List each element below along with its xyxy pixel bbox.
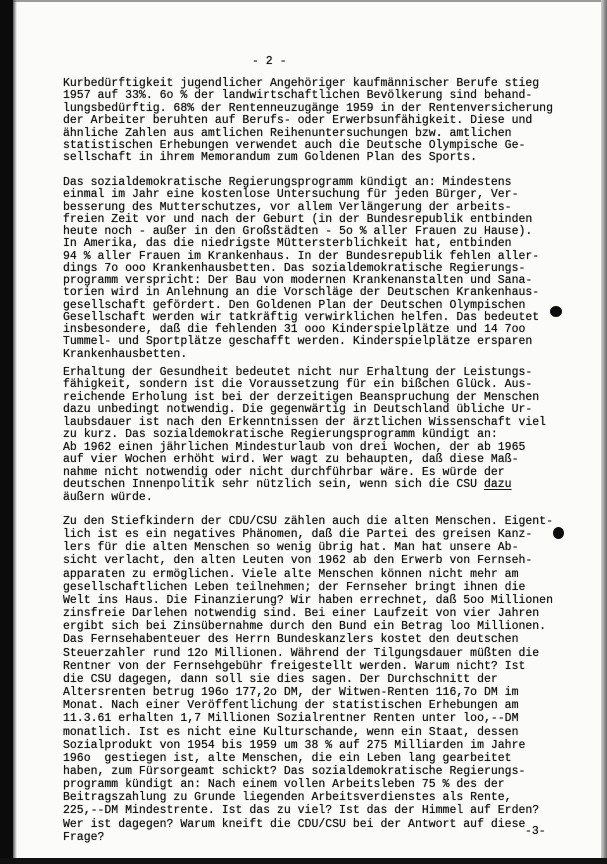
text-line: auf vier Wochen erhöht wird. Wer wagt zu behaupten, daß diese Maß- [63, 453, 519, 467]
scan-border-right [601, 0, 607, 864]
text-line: Gesellschaft werden wir tatkräftig verwirklichen helfen. Das bedeutet [63, 310, 540, 324]
text-line: freien Zeit vor und nach der Geburt (in der Bundesrepublik entbinden [63, 212, 533, 226]
text-line: gesellschaft gefördert. Den Goldenen Plan der Deutschen Olympischen [63, 298, 526, 312]
scan-border-top [0, 0, 607, 2]
text-line: die CSU dagegen, dann soll sie dies sagen. Der Durchschnitt der [63, 672, 498, 686]
text-line: deutschen Innenpolitik sehr nützlich sein, wenn sich die CSU dazu [63, 478, 512, 492]
text-line: Welt ins Haus. Die Finanzierung? Wir haben errechnet, daß 5oo Millionen [63, 593, 553, 607]
text-line: ähnliche Zahlen aus amtlichen Reihenuntersuchungen bzw. amtlichen [63, 126, 512, 140]
text-line: gesellschaftlichen Leben teilnehmen; der Fernseher bringt ihnen die [63, 580, 526, 594]
text-line: dings 7o ooo Krankenhausbetten. Das sozialdemokratische Regierungs- [63, 261, 526, 275]
paragraph-1 [63, 78, 553, 165]
text-line: apparaten zu ermöglichen. Viele alte Menschen können nicht mehr am [63, 567, 519, 581]
text-line: fähigkeit, sondern ist die Voraussetzung für ein bißchen Glück. Aus- [63, 378, 533, 392]
text-line: Kurbedürftigkeit jugendlicher Angehöriger kaufmännischer Berufe stieg [63, 77, 540, 90]
text-line: der Arbeiter beruhten auf Berufs- oder Erwerbsunfähigkeit. Diese und [63, 114, 533, 128]
text-line: 11.3.61 erhalten 1,7 Millionen Sozialrentner Renten unter loo,--DM [63, 712, 519, 726]
text-line: 1957 auf 33%. 6o % der landwirtschaftlichen Bevölkerung sind behand- [63, 89, 533, 103]
text-line: Monat. Nach einer Veröffentlichung der statistischen Erhebungen am [63, 699, 519, 713]
text-line: Altersrenten betrug 196o 177,2o DM, der Witwen-Renten 116,7o DM im [63, 686, 519, 700]
text-line: laubsdauer ist nach den Erkenntnissen der ärztlichen Wissenschaft viel [63, 415, 547, 429]
text-line: haben, zum Fürsorgeamt schickt? Das sozialdemokratische Regierungs- [63, 764, 526, 778]
next-page-marker: -3- [525, 825, 546, 838]
text-line: Zu den Stiefkindern der CDU/CSU zählen auch die alten Menschen. Eigent- [63, 515, 553, 528]
ink-blot [550, 306, 562, 317]
paragraph-2 [63, 177, 539, 361]
text-line: lungsbedürftig. 68% der Rentenneuzugänge 1959 in der Rentenversicherung [63, 101, 553, 115]
ink-blot [553, 527, 564, 539]
text-line: lich ist es ein negatives Phänomen, daß die Partei des greisen Kanz- [63, 528, 533, 542]
text-line: Wer ist dagegen? Warum kneift die CDU/CSU bei der Antwort auf diese [63, 817, 526, 831]
text-line: zinsfreie Darlehen notwendig sind. Bei einer Laufzeit von vier Jahren [63, 607, 540, 621]
text-line: Steuerzahler rund 12o Millionen. Während der Tilgungsdauer müßten die [63, 646, 540, 660]
text-line: Ab 1962 einen jährlichen Mindesturlaub von drei Wochen, der ab 1965 [63, 440, 526, 454]
text-line: nahme nicht notwendig oder nicht durchführbar wäre. Es würde der [63, 465, 505, 479]
text-line: programm verspricht: Der Bau von modernen Krankenanstalten und Sana- [63, 274, 533, 287]
text-line: Krankenhausbetten. [63, 347, 188, 361]
text-line: torien wird in Anlehnung an die Vorschläge der Deutschen Krankenhaus- [63, 286, 540, 300]
text-line: 94 % aller Frauen im Krankenhaus. In der Bundesrepublik fehlen aller- [63, 249, 540, 263]
text-line: Das Fernsehabenteuer des Herrn Bundeskanzlers kostet den deutschen [63, 633, 519, 647]
text-line: sicht verlacht, den alten Leuten von 1962 ab den Erwerb von Fernseh- [63, 554, 533, 568]
underlined-word: dazu [483, 478, 512, 492]
text-line: 225,--DM Mindestrente. Ist das zu viel? Ist das der Himmel auf Erden? [63, 804, 540, 818]
text-line: dazu unbedingt notwendig. Die gegenwärtig in Deutschland übliche Ur- [63, 403, 533, 417]
text-line: Tummel- und Sportplätze geschafft werden. Kinderspielplätze ersparen [63, 335, 533, 349]
text-line: Das sozialdemokratische Regierungsprogramm kündigt an: Mindestens [63, 176, 512, 189]
text-line: heute noch - außer in den Großstädten - 5o % aller Frauen zu Hause). [63, 225, 533, 238]
text-line: Sozialprodukt von 1954 bis 1959 um 38 % auf 275 Milliarden im Jahre [63, 738, 526, 752]
scan-border-left [0, 0, 13, 864]
text-line: einmal im Jahr eine kostenlose Untersuchung für jeden Bürger, Ver- [63, 188, 519, 202]
paragraph-4 [63, 515, 553, 844]
text-line: zu kurz. Das sozialdemokratische Regierungsprogramm kündigt an: [63, 428, 498, 442]
text-line: Frage? [63, 830, 105, 844]
text-line: Beitragszahlung zu Grunde liegenden Arbeitsverdienstes als Rente, [63, 791, 512, 805]
page-number-header: - 2 - [252, 55, 287, 68]
text-line: ergibt sich bei Zinsübernahme durch den Bund ein Betrag loo Millionen. [63, 620, 547, 634]
text-line: statistischen Erhebungen verwendet auch die Deutsche Olympische Ge- [63, 139, 526, 153]
text-line: äußern würde. [63, 490, 153, 504]
text-line: In Amerika, das die niedrigste Müttersterblichkeit hat, entbinden [63, 237, 512, 251]
paragraph-3 [63, 367, 546, 504]
text-line: insbesondere, daß die fehlenden 31 ooo Kinderspielplätze und 14 7oo [63, 323, 526, 336]
text-line: lers für die alten Menschen so wenig übrig hat. Man hat unsere Ab- [63, 541, 519, 555]
text-line: reichende Erholung ist bei der derzeitigen Beanspruchung der Menschen [63, 390, 540, 404]
scan-border-left-shadow [13, 0, 17, 864]
text-line: monatlich. Ist es nicht eine Kulturschande, wenn ein Staat, dessen [63, 725, 519, 739]
text-line: sellschaft in ihrem Memorandum zum Goldenen Plan des Sports. [63, 151, 478, 165]
text-line: Rentner von der Fernsehgebühr freigestellt werden. Warum nicht? Ist [63, 659, 526, 673]
text-line: 196o gestiegen ist, alte Menschen, die ein Leben lang gearbeitet [63, 751, 512, 765]
text-line: Erhaltung der Gesundheit bedeutet nicht nur Erhaltung der Leistungs- [63, 366, 533, 379]
text-line: programm kündigt an: Nach einem vollen Arbeitsleben 75 % des der [63, 778, 505, 792]
scan-border-bottom [0, 858, 607, 864]
text-line: besserung des Mutterschutzes, vor allem Verlängerung der arbeits- [63, 200, 512, 214]
